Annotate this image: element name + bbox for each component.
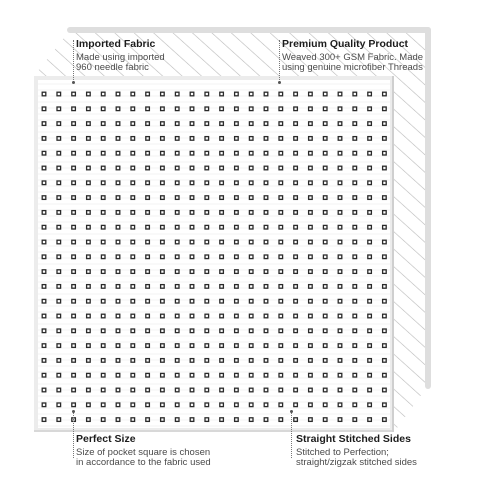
callout-title: Straight Stitched Sides [296, 433, 411, 445]
callout-text: Size of pocket square is chosen [76, 446, 211, 458]
callout-imported-fabric [76, 39, 165, 74]
callout-title: Premium Quality Product [282, 38, 409, 50]
callout-perfect-size [76, 434, 211, 469]
fabric-side-face [394, 30, 428, 432]
leader-premium [279, 40, 280, 82]
leader-imported [73, 40, 74, 82]
callout-text: in accordance to the fabric used [76, 457, 211, 469]
callout-text: straight/zigzak stitched sides [296, 457, 417, 469]
leader-premium-end [278, 81, 281, 84]
callout-premium-quality [282, 39, 423, 74]
leader-size-end [72, 410, 75, 413]
callout-title: Perfect Size [76, 433, 136, 445]
callout-title: Imported Fabric [76, 38, 156, 50]
callout-text: Weaved 300+ GSM Fabric. Made [282, 51, 424, 63]
leader-sides [291, 412, 292, 458]
callout-straight-stitched [296, 434, 417, 469]
leader-sides-end [290, 410, 293, 413]
leader-size [73, 412, 74, 458]
leader-imported-end [72, 81, 75, 84]
fabric-front-face [34, 76, 394, 432]
callout-text: 960 needle fabric [76, 62, 149, 74]
callout-text: Stitched to Perfection; [296, 446, 389, 458]
callout-text: using genuine microfiber Threads [282, 62, 423, 74]
callout-text: Made using imported [76, 51, 165, 63]
